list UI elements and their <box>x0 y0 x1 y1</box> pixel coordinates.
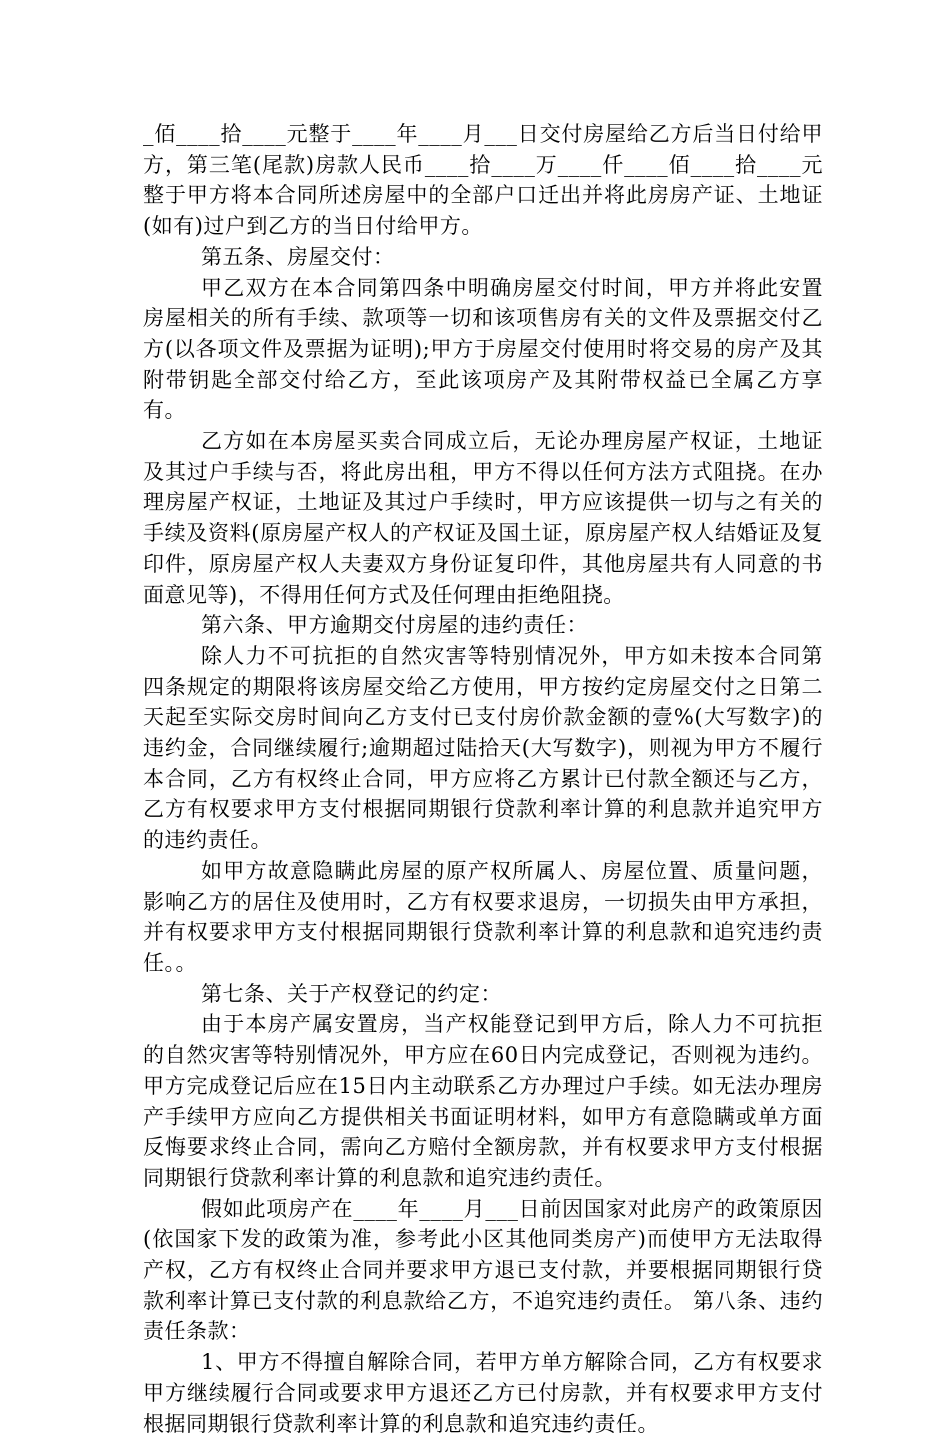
document-page <box>143 119 823 1439</box>
paragraph-property-registration: 由于本房产属安置房，当产权能登记到甲方后，除人力不可抗拒的自然灾害等特别情况外，甲方应在60日内完成登记，否则视为违约。甲方完成登记后应在15日内主动联系乙方办理过户手续。如无法办理房产手续甲方应向乙方提供相关书面证明材料，如甲方有意隐瞒或单方面反悔要求终止合同，需向乙方赔付全额房款，并有权要求甲方支付根据同期银行贷款利率计算的利息款和追究违约责任。 <box>143 1012 823 1190</box>
paragraph-payment-terms: _佰____拾____元整于____年____月___日交付房屋给乙方后当日付给甲方，第三笔(尾款)房款人民币____拾____万____仟____佰____拾____元整于甲方将本合同所述房屋中的全部户口迁出并将此房房产证、土地证(如有)过户到乙方的当日付给甲方。 <box>143 122 823 239</box>
paragraph-concealment: 如甲方故意隐瞒此房屋的原产权所属人、房屋位置、质量问题，影响乙方的居住及使用时，乙方有权要求退房，一切损失由甲方承担，并有权要求甲方支付根据同期银行贷款利率计算的利息款和追究违约责任。。 <box>143 858 823 975</box>
paragraph-policy-clause: 假如此项房产在____年____月___日前因国家对此房产的政策原因(依国家下发的政策为准，参考此小区其他同类房产)而使甲方无法取得产权，乙方有权终止合同并要求甲方退已支付款，并要根据同期银行贷款利率计算已支付款的利息款给乙方，不追究违约责任。 第八条、违约责任条款： <box>143 1196 823 1344</box>
heading-article-7: 第七条、关于产权登记的约定： <box>201 981 502 1006</box>
paragraph-house-delivery: 甲乙双方在本合同第四条中明确房屋交付时间，甲方并将此安置房屋相关的所有手续、款项等一切和该项售房有关的文件及票据交付乙方(以各项文件及票据为证明);甲方于房屋交付使用时将交易的房产及其附带钥匙全部交付给乙方，至此该项房产及其附带权益已全属乙方享有。 <box>143 275 823 423</box>
paragraph-breach-1: 1、甲方不得擅自解除合同，若甲方单方解除合同，乙方有权要求甲方继续履行合同或要求甲方退还乙方已付房款，并有权要求甲方支付根据同期银行贷款利率计算的利息款和追究违约责任。 <box>143 1350 823 1436</box>
heading-article-6: 第六条、甲方逾期交付房屋的违约责任： <box>201 613 588 638</box>
heading-article-5: 第五条、房屋交付： <box>201 244 395 269</box>
paragraph-rental-rights: 乙方如在本房屋买卖合同成立后，无论办理房屋产权证，土地证及其过户手续与否，将此房出租，甲方不得以任何方法方式阻挠。在办理房屋产权证，土地证及其过户手续时，甲方应该提供一切与之有关的手续及资料(原房屋产权人的产权证及国土证，原房屋产权人结婚证及复印件，原房屋产权人夫妻双方身份证复印件，其他房屋共有人同意的书面意见等)，不得用任何方式及任何理由拒绝阻挠。 <box>143 429 823 607</box>
paragraph-late-delivery: 除人力不可抗拒的自然灾害等特别情况外，甲方如未按本合同第四条规定的期限将该房屋交给乙方使用，甲方按约定房屋交付之日第二天起至实际交房时间向乙方支付已支付房价款金额的壹%(大写数字)的违约金，合同继续履行;逾期超过陆拾天(大写数字)，则视为甲方不履行本合同，乙方有权终止合同，甲方应将乙方累计已付款全额还与乙方，乙方有权要求甲方支付根据同期银行贷款利率计算的利息款并追究甲方的违约责任。 <box>143 643 823 853</box>
